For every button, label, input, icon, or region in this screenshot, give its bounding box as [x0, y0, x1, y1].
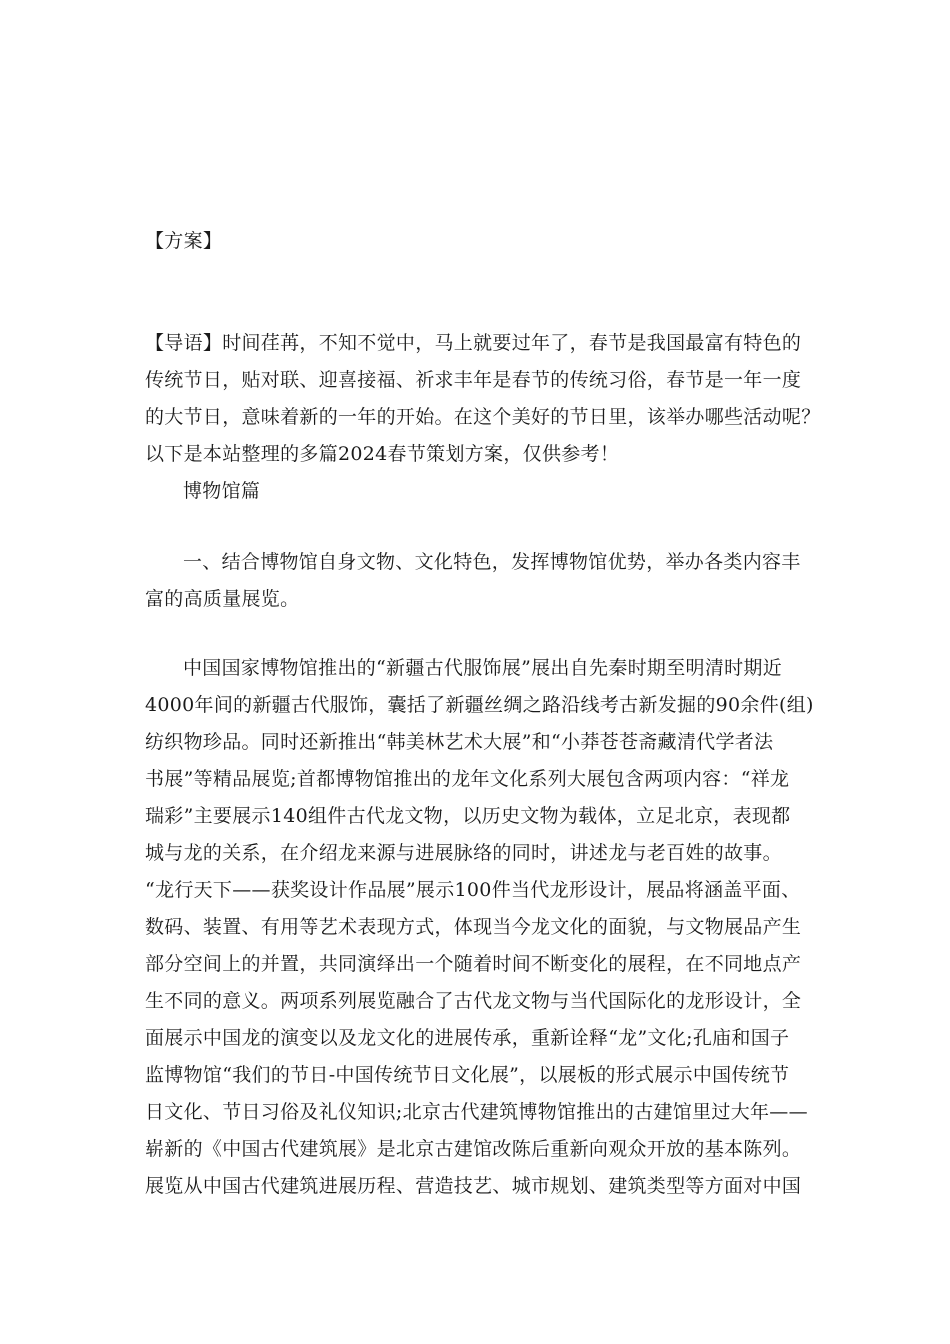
- body-line: 崭新的《中国古代建筑展》是北京古建馆改陈后重新向观众开放的基本陈列。: [145, 1138, 802, 1160]
- body-line: 监博物馆“我们的节日-中国传统节日文化展”，以展板的形式展示中国传统节: [145, 1064, 790, 1086]
- body-line: 部分空间上的并置，共同演绎出一个随着时间不断变化的展程，在不同地点产: [145, 953, 802, 975]
- document-heading: 【方案】: [145, 230, 223, 252]
- body-line: 4000年间的新疆古代服饰，囊括了新疆丝绸之路沿线考古新发掘的90余件(组): [145, 694, 814, 716]
- intro-line: 【导语】时间荏苒，不知不觉中，马上就要过年了，春节是我国最富有特色的: [145, 332, 802, 354]
- section-title: 博物馆篇: [183, 480, 261, 502]
- intro-line: 传统节日，贴对联、迎喜接福、祈求丰年是春节的传统习俗，春节是一年一度: [145, 369, 802, 391]
- body-line: 书展”等精品展览;首都博物馆推出的龙年文化系列大展包含两项内容：“祥龙: [145, 768, 790, 790]
- body-line: 展览从中国古代建筑进展历程、营造技艺、城市规划、建筑类型等方面对中国: [145, 1175, 802, 1197]
- intro-line: 以下是本站整理的多篇2024春节策划方案，仅供参考！: [145, 443, 620, 465]
- point-one-line: 一、结合博物馆自身文物、文化特色，发挥博物馆优势，举办各类内容丰: [183, 551, 801, 573]
- body-line: 数码、装置、有用等艺术表现方式，体现当今龙文化的面貌，与文物展品产生: [145, 916, 802, 938]
- body-line: 纺织物珍品。同时还新推出“韩美林艺术大展”和“小莽苍苍斋藏清代学者法: [145, 731, 774, 753]
- body-line: 城与龙的关系，在介绍龙来源与进展脉络的同时，讲述龙与老百姓的故事。: [145, 842, 782, 864]
- body-line: 中国国家博物馆推出的“新疆古代服饰展”展出自先秦时期至明清时期近: [183, 657, 783, 679]
- body-line: 日文化、节日习俗及礼仪知识;北京古代建筑博物馆推出的古建馆里过大年——: [145, 1101, 808, 1123]
- body-line: 瑞彩”主要展示140组件古代龙文物，以历史文物为载体，立足北京，表现都: [145, 805, 791, 827]
- body-line: “龙行天下——获奖设计作品展”展示100件当代龙形设计，展品将涵盖平面、: [145, 879, 801, 901]
- point-one-line: 富的高质量展览。: [145, 588, 300, 610]
- body-line: 生不同的意义。两项系列展览融合了古代龙文物与当代国际化的龙形设计，全: [145, 990, 802, 1012]
- intro-line: 的大节日，意味着新的一年的开始。在这个美好的节日里，该举办哪些活动呢？: [145, 406, 821, 428]
- body-line: 面展示中国龙的演变以及龙文化的进展传承，重新诠释“龙”文化;孔庙和国子: [145, 1027, 790, 1049]
